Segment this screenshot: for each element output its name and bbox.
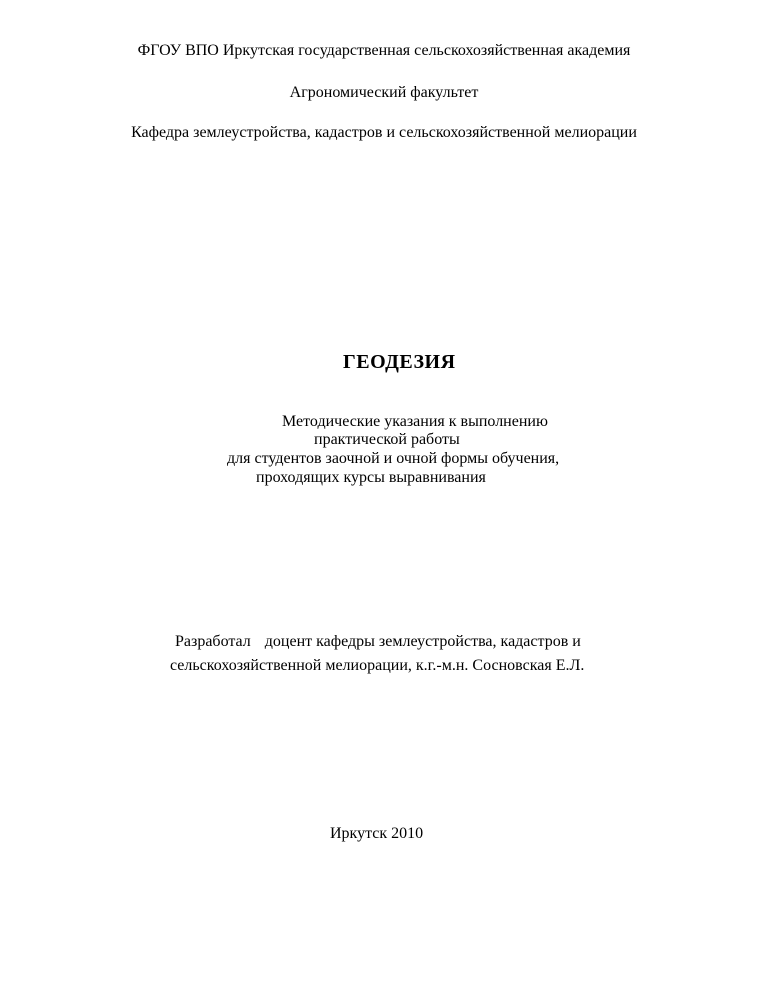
author-label: Разработал <box>175 633 251 650</box>
subtitle-line-3: для студентов заочной и очной формы обучения, <box>227 450 560 467</box>
institution-name: ФГОУ ВПО Иркутская государственная сельскохозяйственная академия <box>137 42 631 59</box>
document-title: ГЕОДЕЗИЯ <box>343 351 456 373</box>
subtitle-line-2: практической работы <box>314 431 460 448</box>
subtitle-line-1: Методические указания к выполнению <box>282 413 548 430</box>
subtitle-line-4: проходящих курсы выравнивания <box>256 469 486 486</box>
author-line-2: сельскохозяйственной мелиорации, к.г.-м.н. Сосновская Е.Л. <box>170 657 585 674</box>
faculty-name: Агрономический факультет <box>289 84 479 101</box>
department-name: Кафедра землеустройства, кадастров и сельскохозяйственной мелиорации <box>131 124 637 141</box>
author-position: доцент кафедры землеустройства, кадастров и <box>264 633 581 650</box>
city-year: Иркутск 2010 <box>330 825 424 842</box>
author-line-1 <box>175 632 581 652</box>
